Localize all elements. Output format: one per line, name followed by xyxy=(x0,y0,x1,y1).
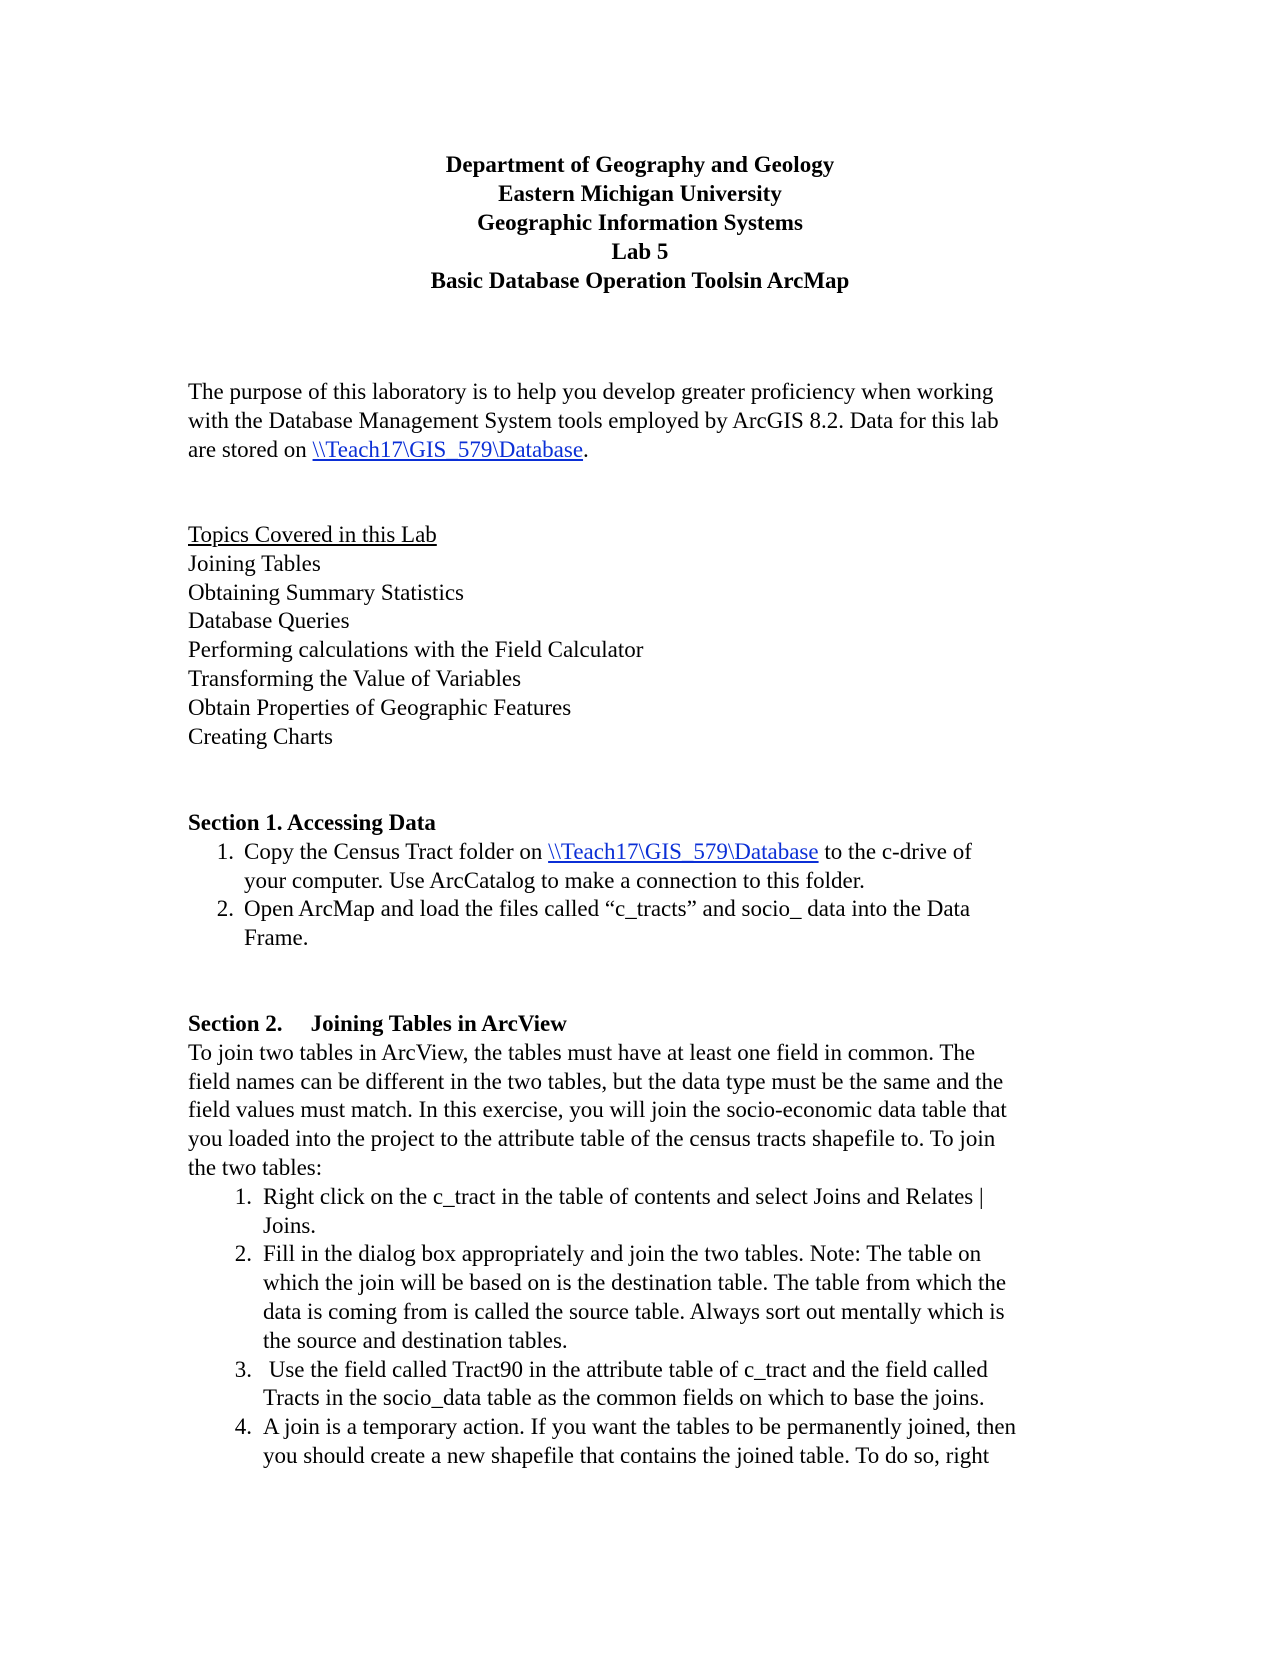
list-item-line: the source and destination tables. xyxy=(263,1327,568,1353)
list-item xyxy=(188,838,1088,896)
course-heading: Geographic Information Systems xyxy=(477,210,803,235)
lab-title-heading: Basic Database Operation Toolsin ArcMap xyxy=(430,268,850,293)
list-number: 2. xyxy=(216,896,234,922)
list-item-line: you should create a new shapefile that contains the joined table. To do so, right xyxy=(263,1442,990,1468)
section-2 xyxy=(188,1010,1088,1471)
section-2-title: Joining Tables in ArcView xyxy=(310,1011,567,1036)
list-item-line: which the join will be based on is the destination table. The table from which the xyxy=(263,1270,1007,1296)
intro-line xyxy=(188,436,1088,465)
topic-item: Obtain Properties of Geographic Features xyxy=(188,694,572,720)
topics-list xyxy=(188,521,1088,751)
section-2-heading xyxy=(188,1010,1088,1039)
list-item-line: data is coming from is called the source table. Always sort out mentally which is xyxy=(263,1298,1005,1324)
list-item xyxy=(188,1183,1088,1241)
list-item-line: Tracts in the socio_data table as the common fields on which to base the joins. xyxy=(263,1385,985,1411)
list-item xyxy=(188,1413,1088,1471)
topic-item: Transforming the Value of Variables xyxy=(188,665,522,691)
department-heading: Department of Geography and Geology xyxy=(445,152,835,177)
list-text: to the c-drive of xyxy=(818,838,972,864)
document-header xyxy=(0,150,1280,295)
list-item-line: your computer. Use ArcCatalog to make a connection to this folder. xyxy=(244,867,865,893)
section-1-heading: Section 1. Accessing Data xyxy=(188,810,436,835)
section-2-number: Section 2. xyxy=(188,1011,283,1036)
topic-item: Creating Charts xyxy=(188,723,333,749)
topic-item: Joining Tables xyxy=(188,550,321,576)
intro-paragraph xyxy=(188,378,1088,464)
list-number: 1. xyxy=(234,1183,252,1209)
list-item-line: Open ArcMap and load the files called “c_tracts” and socio_ data into the Data xyxy=(244,896,971,922)
intro-line: with the Database Management System tools employed by ArcGIS 8.2. Data for this lab xyxy=(188,407,999,433)
database-path-link[interactable]: \\Teach17\GIS_579\Database xyxy=(312,436,584,462)
lab-number-heading: Lab 5 xyxy=(611,239,669,264)
list-number: 2. xyxy=(234,1241,252,1267)
list-item-line: Use the field called Tract90 in the attribute table of c_tract and the field called xyxy=(263,1356,988,1382)
intro-text: . xyxy=(583,436,589,462)
section-2-paragraph-line: you loaded into the project to the attribute table of the census tracts shapefile to. To join xyxy=(188,1126,996,1152)
list-item-line: Frame. xyxy=(244,925,309,951)
section-2-paragraph-line: field values must match. In this exercise, you will join the socio-economic data table that xyxy=(188,1097,1007,1123)
section-2-paragraph-line: To join two tables in ArcView, the tables must have at least one field in common. The xyxy=(188,1039,976,1065)
list-item xyxy=(188,1240,1088,1355)
topic-item: Obtaining Summary Statistics xyxy=(188,579,464,605)
list-item-line: A join is a temporary action. If you want the tables to be permanently joined, then xyxy=(263,1414,1017,1440)
list-item xyxy=(188,895,1088,953)
list-item-line: Right click on the c_tract in the table of contents and select Joins and Relates | xyxy=(263,1183,984,1209)
topic-item: Database Queries xyxy=(188,608,350,634)
list-item-line: Joins. xyxy=(263,1212,317,1238)
list-item xyxy=(188,1356,1088,1414)
list-text: Copy the Census Tract folder on xyxy=(244,838,549,864)
section-2-paragraph-line: field names can be different in the two tables, but the data type must be the same and the xyxy=(188,1068,1004,1094)
list-number: 1. xyxy=(216,838,234,864)
topic-item: Performing calculations with the Field Calculator xyxy=(188,637,644,663)
intro-text: are stored on xyxy=(188,436,313,462)
topics-heading: Topics Covered in this Lab xyxy=(188,522,437,547)
list-item-line: Fill in the dialog box appropriately and join the two tables. Note: The table on xyxy=(263,1241,982,1267)
intro-line: The purpose of this laboratory is to help you develop greater proficiency when working xyxy=(188,379,994,404)
list-number: 4. xyxy=(234,1414,252,1440)
section-2-paragraph-line: the two tables: xyxy=(188,1154,323,1180)
database-path-link[interactable]: \\Teach17\GIS_579\Database xyxy=(548,838,819,864)
list-item-line xyxy=(244,838,1088,867)
list-number: 3. xyxy=(234,1356,252,1382)
university-heading: Eastern Michigan University xyxy=(498,181,782,206)
section-1 xyxy=(188,809,1088,953)
